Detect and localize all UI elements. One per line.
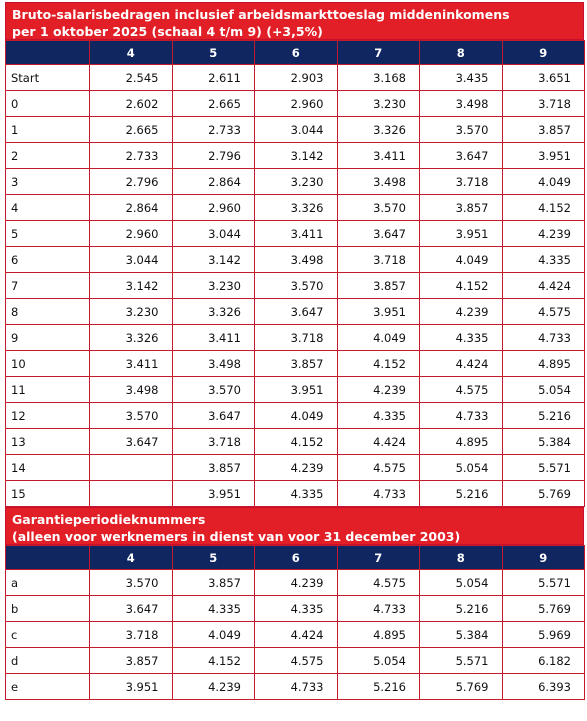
amount-cell: 4.335: [502, 247, 585, 273]
guarantee-row: [6, 674, 585, 700]
step-label-cell: c: [6, 622, 90, 648]
header-cell-scale: 6: [255, 546, 338, 570]
amount-cell: 3.168: [337, 65, 420, 91]
amount-cell: 3.142: [255, 143, 338, 169]
amount-cell: 3.044: [255, 117, 338, 143]
salary-row: [6, 273, 585, 299]
header-cell-scale: 6: [255, 41, 338, 65]
header-row: [6, 41, 585, 65]
step-label-cell: b: [6, 596, 90, 622]
amount-cell: 5.384: [502, 429, 585, 455]
step-label-cell: 7: [6, 273, 90, 299]
amount-cell: 4.335: [255, 596, 338, 622]
step-label-cell: 10: [6, 351, 90, 377]
amount-cell: 4.895: [420, 429, 503, 455]
amount-cell: 4.335: [420, 325, 503, 351]
step-label-cell: 15: [6, 481, 90, 507]
step-label-cell: 8: [6, 299, 90, 325]
amount-cell: 5.571: [420, 648, 503, 674]
amount-cell: 4.239: [502, 221, 585, 247]
amount-cell: 3.230: [255, 169, 338, 195]
amount-cell: 3.230: [337, 91, 420, 117]
step-label-cell: 2: [6, 143, 90, 169]
amount-cell: 6.182: [502, 648, 585, 674]
amount-cell: 4.575: [255, 648, 338, 674]
amount-cell: 3.951: [172, 481, 255, 507]
guarantee-row: [6, 622, 585, 648]
table1-title-line2: per 1 oktober 2025 (schaal 4 t/m 9) (+3,5%): [12, 24, 323, 39]
table2-title: [5, 507, 584, 545]
header-cell-scale: 4: [90, 546, 173, 570]
salary-row: [6, 65, 585, 91]
amount-cell: 2.903: [255, 65, 338, 91]
salary-row: [6, 247, 585, 273]
salary-row: [6, 169, 585, 195]
amount-cell: 5.216: [420, 481, 503, 507]
amount-cell: 2.960: [172, 195, 255, 221]
amount-cell: 4.152: [255, 429, 338, 455]
amount-cell: 3.718: [255, 325, 338, 351]
amount-cell: 3.411: [90, 351, 173, 377]
header-cell-scale: 7: [337, 41, 420, 65]
header-cell-scale: 8: [420, 546, 503, 570]
salary-row: [6, 143, 585, 169]
guarantee-row: [6, 596, 585, 622]
amount-cell: 4.152: [172, 648, 255, 674]
header-cell-scale: 9: [502, 546, 585, 570]
amount-cell: 3.718: [420, 169, 503, 195]
amount-cell: 5.054: [420, 455, 503, 481]
amount-cell: 3.647: [337, 221, 420, 247]
amount-cell: 3.498: [420, 91, 503, 117]
amount-cell: 4.239: [420, 299, 503, 325]
amount-cell: 5.969: [502, 622, 585, 648]
amount-cell: 3.326: [90, 325, 173, 351]
salary-row: [6, 455, 585, 481]
header-cell-step: [6, 546, 90, 570]
amount-cell: 2.665: [172, 91, 255, 117]
step-label-cell: Start: [6, 65, 90, 91]
amount-cell: [90, 481, 173, 507]
header-cell-scale: 5: [172, 546, 255, 570]
amount-cell: 4.239: [255, 455, 338, 481]
salary-row: [6, 429, 585, 455]
amount-cell: 3.857: [255, 351, 338, 377]
amount-cell: 3.570: [255, 273, 338, 299]
table2-title-line1: Garantieperiodieknummers: [12, 512, 206, 527]
amount-cell: 3.326: [172, 299, 255, 325]
amount-cell: 4.895: [337, 622, 420, 648]
amount-cell: 5.216: [420, 596, 503, 622]
amount-cell: 3.411: [337, 143, 420, 169]
salary-sheet: [5, 2, 584, 700]
amount-cell: 3.498: [90, 377, 173, 403]
step-label-cell: 5: [6, 221, 90, 247]
amount-cell: 4.733: [502, 325, 585, 351]
amount-cell: 4.895: [502, 351, 585, 377]
amount-cell: 3.411: [255, 221, 338, 247]
amount-cell: 2.960: [90, 221, 173, 247]
amount-cell: 5.216: [502, 403, 585, 429]
amount-cell: 2.960: [255, 91, 338, 117]
amount-cell: 4.049: [172, 622, 255, 648]
header-cell-scale: 9: [502, 41, 585, 65]
amount-cell: 3.570: [172, 377, 255, 403]
amount-cell: 5.216: [337, 674, 420, 700]
amount-cell: 3.570: [420, 117, 503, 143]
amount-cell: 3.951: [502, 143, 585, 169]
salary-row: [6, 325, 585, 351]
salary-row: [6, 117, 585, 143]
amount-cell: 3.951: [420, 221, 503, 247]
step-label-cell: 13: [6, 429, 90, 455]
amount-cell: 3.951: [255, 377, 338, 403]
amount-cell: 3.951: [337, 299, 420, 325]
amount-cell: 4.575: [502, 299, 585, 325]
amount-cell: 4.152: [337, 351, 420, 377]
salary-row: [6, 377, 585, 403]
amount-cell: 4.049: [255, 403, 338, 429]
step-label-cell: 14: [6, 455, 90, 481]
amount-cell: 4.733: [337, 481, 420, 507]
amount-cell: 3.718: [502, 91, 585, 117]
amount-cell: 3.570: [337, 195, 420, 221]
amount-cell: 4.424: [337, 429, 420, 455]
header-cell-scale: 7: [337, 546, 420, 570]
guarantee-row: [6, 570, 585, 596]
amount-cell: 5.384: [420, 622, 503, 648]
amount-cell: 5.054: [502, 377, 585, 403]
amount-cell: 4.239: [172, 674, 255, 700]
amount-cell: 2.545: [90, 65, 173, 91]
step-label-cell: a: [6, 570, 90, 596]
amount-cell: 3.411: [172, 325, 255, 351]
table1-title: [5, 2, 584, 40]
header-cell-step: [6, 41, 90, 65]
amount-cell: 3.326: [255, 195, 338, 221]
amount-cell: [90, 455, 173, 481]
amount-cell: 3.044: [172, 221, 255, 247]
amount-cell: 2.733: [90, 143, 173, 169]
amount-cell: 3.857: [337, 273, 420, 299]
amount-cell: 3.647: [172, 403, 255, 429]
step-label-cell: 1: [6, 117, 90, 143]
amount-cell: 5.054: [420, 570, 503, 596]
amount-cell: 4.049: [420, 247, 503, 273]
step-label-cell: 12: [6, 403, 90, 429]
amount-cell: 3.718: [90, 622, 173, 648]
amount-cell: 5.769: [502, 481, 585, 507]
salary-row: [6, 403, 585, 429]
guarantee-table: [5, 545, 585, 700]
amount-cell: 4.424: [502, 273, 585, 299]
table2-title-line2: (alleen voor werknemers in dienst van voor 31 december 2003): [12, 529, 461, 544]
amount-cell: 3.142: [90, 273, 173, 299]
amount-cell: 3.230: [172, 273, 255, 299]
step-label-cell: 9: [6, 325, 90, 351]
amount-cell: 3.498: [337, 169, 420, 195]
amount-cell: 2.864: [172, 169, 255, 195]
amount-cell: 3.326: [337, 117, 420, 143]
amount-cell: 3.651: [502, 65, 585, 91]
amount-cell: 3.570: [90, 570, 173, 596]
amount-cell: 4.049: [502, 169, 585, 195]
amount-cell: 4.239: [337, 377, 420, 403]
salary-row: [6, 221, 585, 247]
amount-cell: 3.647: [420, 143, 503, 169]
step-label-cell: 11: [6, 377, 90, 403]
amount-cell: 2.733: [172, 117, 255, 143]
amount-cell: 4.424: [420, 351, 503, 377]
amount-cell: 4.152: [502, 195, 585, 221]
amount-cell: 2.611: [172, 65, 255, 91]
amount-cell: 5.769: [420, 674, 503, 700]
amount-cell: 4.575: [337, 455, 420, 481]
amount-cell: 3.142: [172, 247, 255, 273]
amount-cell: 3.498: [255, 247, 338, 273]
amount-cell: 5.571: [502, 455, 585, 481]
header-cell-scale: 5: [172, 41, 255, 65]
amount-cell: 5.571: [502, 570, 585, 596]
amount-cell: 3.718: [337, 247, 420, 273]
amount-cell: 3.498: [172, 351, 255, 377]
amount-cell: 4.335: [337, 403, 420, 429]
amount-cell: 3.857: [90, 648, 173, 674]
amount-cell: 2.864: [90, 195, 173, 221]
header-cell-scale: 8: [420, 41, 503, 65]
amount-cell: 2.665: [90, 117, 173, 143]
amount-cell: 4.733: [255, 674, 338, 700]
guarantee-row: [6, 648, 585, 674]
amount-cell: 3.647: [255, 299, 338, 325]
amount-cell: 4.575: [420, 377, 503, 403]
amount-cell: 2.602: [90, 91, 173, 117]
amount-cell: 4.733: [337, 596, 420, 622]
salary-row: [6, 351, 585, 377]
amount-cell: 3.435: [420, 65, 503, 91]
step-label-cell: 6: [6, 247, 90, 273]
amount-cell: 3.647: [90, 596, 173, 622]
salary-row: [6, 481, 585, 507]
amount-cell: 4.733: [420, 403, 503, 429]
table1-title-line1: Bruto-salarisbedragen inclusief arbeidsmarkttoeslag middeninkomens: [12, 7, 510, 22]
step-label-cell: 3: [6, 169, 90, 195]
salary-table: [5, 40, 585, 507]
salary-row: [6, 91, 585, 117]
amount-cell: 5.769: [502, 596, 585, 622]
amount-cell: 4.335: [255, 481, 338, 507]
amount-cell: 3.570: [90, 403, 173, 429]
amount-cell: 3.857: [172, 570, 255, 596]
amount-cell: 3.857: [502, 117, 585, 143]
amount-cell: 3.044: [90, 247, 173, 273]
amount-cell: 4.424: [255, 622, 338, 648]
amount-cell: 4.575: [337, 570, 420, 596]
amount-cell: 4.239: [255, 570, 338, 596]
amount-cell: 3.230: [90, 299, 173, 325]
step-label-cell: e: [6, 674, 90, 700]
amount-cell: 4.049: [337, 325, 420, 351]
amount-cell: 3.647: [90, 429, 173, 455]
header-cell-scale: 4: [90, 41, 173, 65]
step-label-cell: d: [6, 648, 90, 674]
amount-cell: 4.335: [172, 596, 255, 622]
amount-cell: 3.857: [172, 455, 255, 481]
amount-cell: 3.857: [420, 195, 503, 221]
amount-cell: 2.796: [90, 169, 173, 195]
salary-row: [6, 299, 585, 325]
amount-cell: 3.951: [90, 674, 173, 700]
header-row: [6, 546, 585, 570]
salary-row: [6, 195, 585, 221]
step-label-cell: 4: [6, 195, 90, 221]
amount-cell: 5.054: [337, 648, 420, 674]
amount-cell: 2.796: [172, 143, 255, 169]
step-label-cell: 0: [6, 91, 90, 117]
amount-cell: 6.393: [502, 674, 585, 700]
amount-cell: 3.718: [172, 429, 255, 455]
amount-cell: 4.152: [420, 273, 503, 299]
